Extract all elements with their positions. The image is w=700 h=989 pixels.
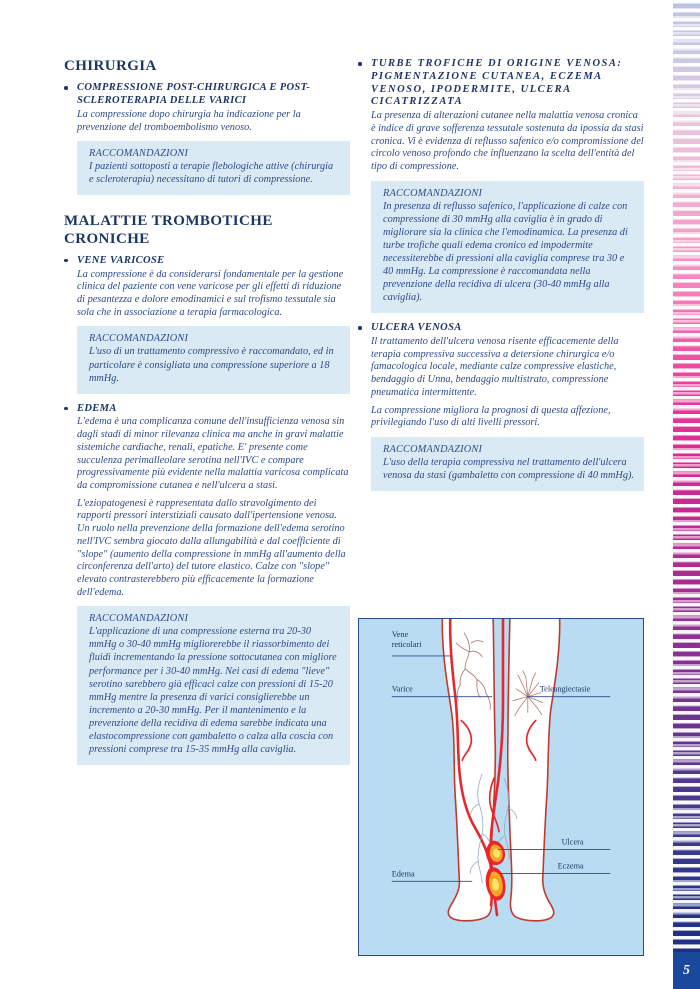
ulcer-lesion <box>486 841 504 865</box>
list-item-turbe-trofiche <box>358 58 644 174</box>
list-item-vene-varicose <box>64 255 350 320</box>
list-item-body: La presenza di alterazioni cutanee nella malattia venosa cronica è indice di grave sofferenza tessutale sostenuta da ipossia da stasi cronica. Vi è evidenza di reflusso safenico e/o compromissione del circolo venoso profondo che influenzano la scelta dell'entità del tipo di compressione. <box>371 110 644 172</box>
recommendation-box-5 <box>371 437 644 491</box>
list-item-title: TURBE TROFICHE DI ORIGINE VENOSA: PIGMENTAZIONE CUTANEA, ECZEMA VENOSO, IPODERMITE, ULCERA CICATRIZZATA <box>371 58 623 108</box>
list-item-body-paragraph-1: L'edema è una complicanza comune dell'insufficienza venosa sin dagli stadi di minor rilevanza clinica ma anche in gravi malattie sistemiche cardiache, renali, epatiche. E' presente come succulenza perimalleolare serotina nell'IVC e compare progressivamente più evidente nella malattia varicosa complicata da compromissione cutanea e nell'ulcera a stasi. <box>77 416 349 491</box>
list-item-compressione-post-chirurgica <box>64 82 350 134</box>
recommendation-body: In presenza di reflusso safenico, l'applicazione di calze con compressione di 30 mmHg alla caviglia è in grado di migliorare sia la clinica che l'emodinamica. La presenza di turbe trofiche quali edema cronico ed impodermite necessiterebbe di pressioni alla caviglia comprese tra 30 e 40 mmHg. La compressione è raccomandata nella prevenzione della recidiva di ulcera (30-40 mmHg alla caviglia). <box>383 200 628 304</box>
bullet-dot-icon <box>358 326 362 330</box>
left-column <box>64 58 350 774</box>
recommendation-heading: RACCOMANDAZIONI <box>89 148 189 160</box>
recommendation-body: L'applicazione di una compressione esterna tra 20-30 mmHg o 30-40 mmHg migliorerebbe il riassorbimento dei fluidi incrementando la pressione sottocutanea con migliore performance per i 30-40 mmHg. Nei casi di edema "lieve" serotino sarebbero già efficaci calze con pressioni di 15-20 mmHg mentre la presenza di varici consiglierebbe un incremento a 20-30 mmHg. Per il mantenimento e la prevenzione della recidiva di edema sarebbe indicata una elastocompressione con gambaletto o calza alla coscia con pressioni comprese tra 15-35 mmHg alla caviglia. <box>89 626 337 755</box>
bullet-dot-icon <box>64 407 68 411</box>
leg-venous-disease-illustration <box>358 618 644 956</box>
recommendation-heading: RACCOMANDAZIONI <box>89 613 189 625</box>
recommendation-body: I pazienti sottoposti a terapie flebologiche attive (chirurgia e scleroterapia) necessitano di tutori di compressione. <box>89 161 334 186</box>
list-item-ulcera-venosa <box>358 322 644 430</box>
label-edema: Edema <box>391 869 415 879</box>
bullet-dot-icon <box>64 259 68 263</box>
label-vene-reticolari-line1: Vene <box>391 630 409 640</box>
list-item-body-paragraph-2: La compressione migliora la prognosi di questa affezione, privilegiando l'uso di alti livelli pressori. <box>371 404 611 429</box>
bullet-dot-icon <box>64 86 68 90</box>
list-item-title: EDEMA <box>77 402 117 414</box>
recommendation-heading: RACCOMANDAZIONI <box>383 187 483 199</box>
label-eczema: Eczema <box>557 861 584 871</box>
recommendation-box-1 <box>77 141 350 195</box>
page-number: 5 <box>673 952 700 989</box>
recommendation-heading: RACCOMANDAZIONI <box>383 443 483 455</box>
recommendation-box-4 <box>371 181 644 314</box>
label-ulcera: Ulcera <box>561 837 584 847</box>
recommendation-body: L'uso della terapia compressiva nel trattamento dell'ulcera venosa da stasi (gambaletto con compressione di 40 mmHg). <box>383 456 635 481</box>
list-item-title: VENE VARICOSE <box>77 254 165 266</box>
list-item-edema <box>64 403 350 600</box>
label-vene-reticolari-line2: reticolari <box>391 639 422 649</box>
recommendation-heading: RACCOMANDAZIONI <box>89 333 189 345</box>
bullet-dot-icon <box>358 62 362 66</box>
section-heading-chirurgia: CHIRURGIA <box>64 58 157 74</box>
section-heading-malattie-trombotiche: MALATTIE TROMBOTICHE CRONICHE <box>64 213 273 247</box>
recommendation-body: L'uso di un trattamento compressivo è raccomandato, ed in particolare è consigliata una compressione superiore a 18 mmHg. <box>89 346 334 384</box>
label-varice: Varice <box>391 684 413 694</box>
list-item-body: La compressione è da considerarsi fondamentale per la gestione clinica del paziente con vene varicose per gli effetti di riduzione di pesantezza e dolore emodinamici e sul trofismo tessutale sia sola che in associazione a terapia farmacologica. <box>77 268 344 318</box>
label-teleangiectasie: Teleangiectasie <box>539 684 591 694</box>
list-item-title: COMPRESSIONE POST-CHIRURGICA E POST-SCLEROTERAPIA DELLE VARICI <box>77 82 311 107</box>
decorative-edge-bar <box>673 0 700 952</box>
list-item-body-paragraph-2: L'eziopatogenesi è rappresentata dallo stravolgimento dei rapporti pressori interstiziali causato dall'ipertensione venosa. Un ruolo nella prevenzione della formazione dell'edema serotino nell'IVC sembra giocato dalla allungabilità e dal coefficiente di "slope" (aumento della compressione in mmHg all'aumento della circonferenza dell'arto) del tutore elastico. Calze con "slope" elevato contrasterebbero più efficacemente la formazione dell'edema. <box>77 497 346 598</box>
recommendation-box-2 <box>77 326 350 393</box>
list-item-body: La compressione dopo chirurgia ha indicazione per la prevenzione del tromboembolismo venoso. <box>77 108 301 133</box>
right-column <box>358 58 644 500</box>
list-item-body-paragraph-1: Il trattamento dell'ulcera venosa risente efficacemente della terapia compressiva successiva a detersione chirurgica e/o famacologica locale, mediante calze compressive elastiche, bendaggio di Unna, bendaggio multistrato, compressione pneumatica intermittente. <box>371 336 619 398</box>
list-item-title: ULCERA VENOSA <box>371 322 462 334</box>
recommendation-box-3 <box>77 606 350 765</box>
